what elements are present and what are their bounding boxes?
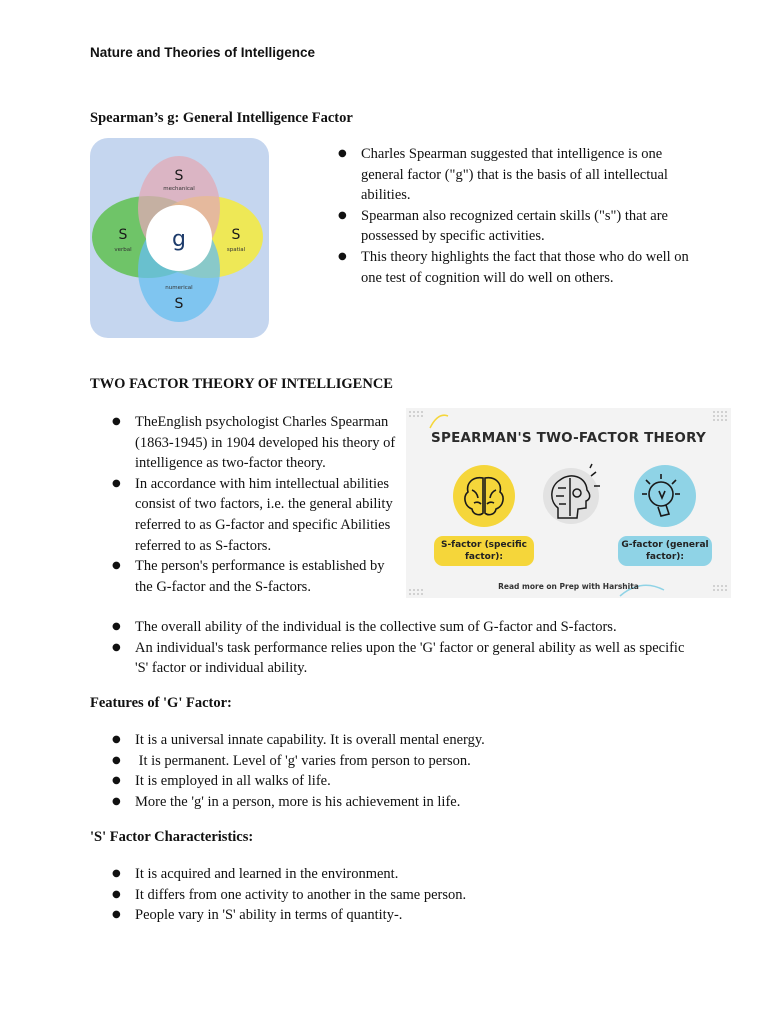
list-item: ● The overall ability of the individual is the collective sum of G-factor and S-factors. [135,617,695,638]
s-features-bullet-list [135,864,695,926]
list-item: ● It is permanent. Level of 'g' varies from person to person. [135,751,695,772]
list-item: ● It is employed in all walks of life. [135,771,695,792]
bulb-circle-blue [634,465,696,527]
list-item: ● People vary in 'S' ability in terms of quantity-. [135,905,695,926]
list-item: ● Spearman also recognized certain skills ("s") that are possessed by specific activities. [361,206,691,247]
document-title: Nature and Theories of Intelligence [90,45,316,60]
venn-bottom-letter: S [174,296,184,312]
g-features-bullet-list [135,730,695,812]
list-item: ● Charles Spearman suggested that intelligence is one general factor ("g") that is the basis of all intellectual abilities. [361,144,691,206]
list-item: ● TheEnglish psychologist Charles Spearman (1863-1945) in 1904 developed his theory of intelligence as two-factor theory. [135,412,397,474]
list-item: ● It is acquired and learned in the environment. [135,864,695,885]
section-heading-g-features: Features of 'G' Factor: [90,695,232,711]
list-item: ● It is a universal innate capability. It is overall mental energy. [135,730,695,751]
list-item: ● It differs from one activity to another in the same person. [135,885,695,906]
venn-center-letter: g [172,227,186,252]
venn-top-letter: S [174,168,184,184]
brain-circle-yellow [453,465,515,527]
list-item: ● The person's performance is established by the G-factor and the S-factors. [135,556,397,597]
venn-right-letter: S [231,227,241,243]
venn-diagram-image [90,138,269,338]
venn-left-letter: S [118,227,128,243]
g-factor-pill: G-factor (general factor): [618,536,712,566]
list-item: ● More the 'g' in a person, more is his achievement in life. [135,792,695,813]
banner-footer: Read more on Prep with Harshita [498,582,639,591]
venn-left-label: verbal [114,247,132,253]
venn-top-label: mechanical [163,186,195,192]
venn-bottom-label: numerical [165,285,193,291]
banner-title: SPEARMAN'S TWO-FACTOR THEORY [431,430,706,446]
venn-right-label: spatial [226,247,246,253]
s-factor-pill: S-factor (specific factor): [434,536,534,566]
list-item: ● In accordance with him intellectual abilities consist of two factors, i.e. the general ability referred to as G-factor and specific Abilities referred to as S-factors. [135,474,397,556]
list-item: ● This theory highlights the fact that those who do well on one test of cognition will do well on others. [361,247,691,288]
two-factor-banner-image [406,408,731,598]
section-heading-spearman-g: Spearman’s g: General Intelligence Factor [90,110,353,126]
list-item: ● An individual's task performance relies upon the 'G' factor or general ability as well as specific 'S' factor or individual ability. [135,638,695,679]
section-heading-two-factor: TWO FACTOR THEORY OF INTELLIGENCE [90,376,393,392]
section-heading-s-features: 'S' Factor Characteristics: [90,829,254,845]
two-factor-bullet-list-wide [135,617,695,679]
spearman-g-bullet-list [361,144,691,288]
two-factor-bullet-list-narrow [135,412,397,597]
squiggle-decoration [430,415,448,428]
